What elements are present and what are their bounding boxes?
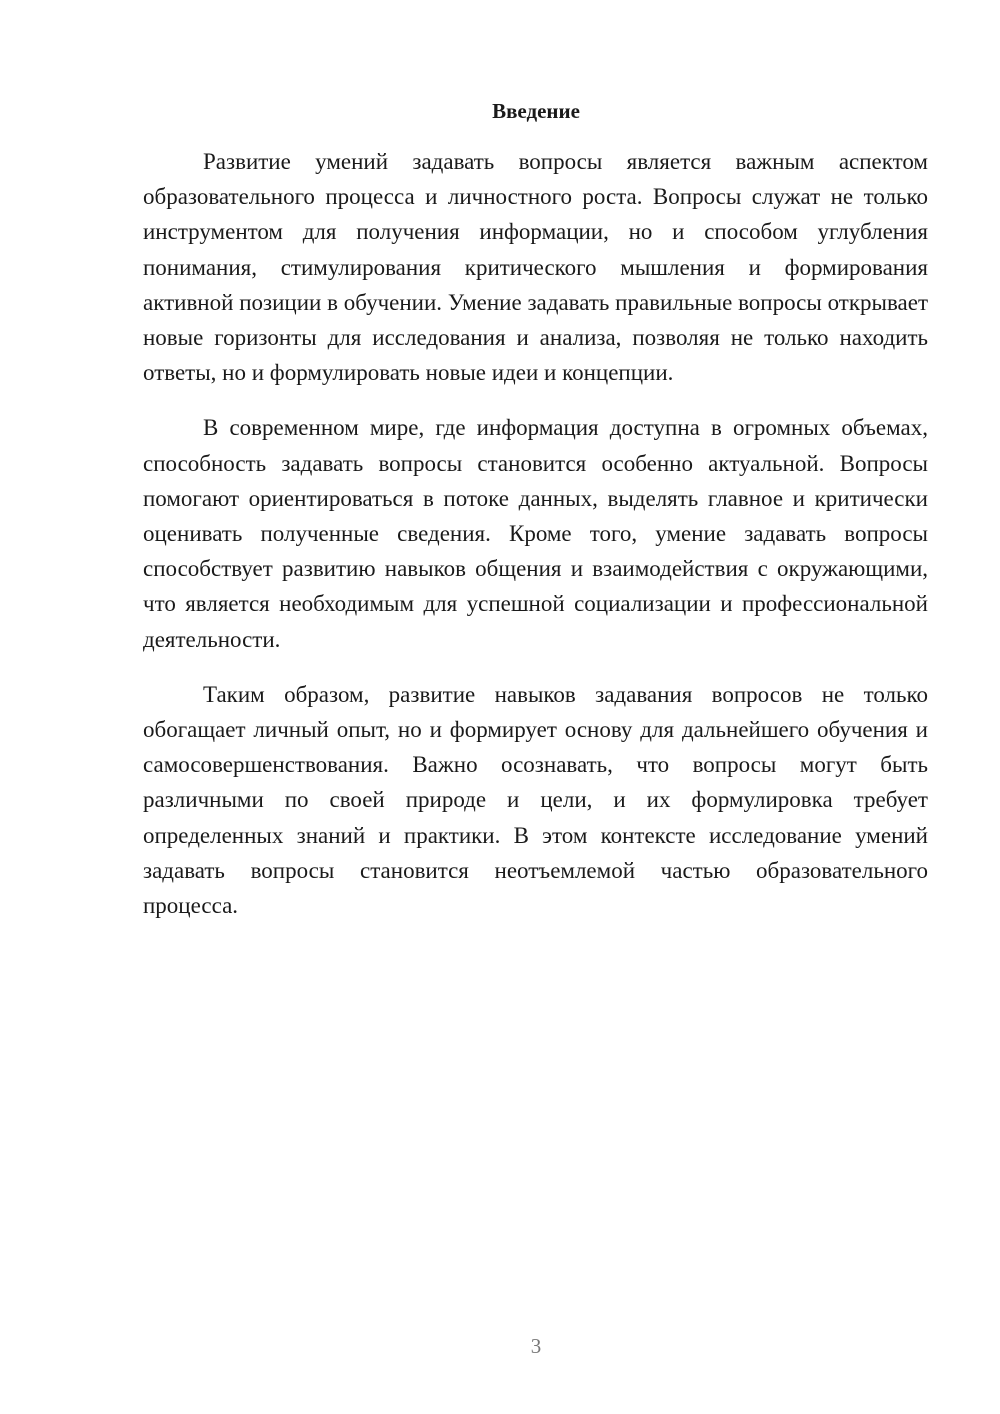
paragraph-3: Таким образом, развитие навыков задавания вопросов не только обогащает личный опыт, но и формирует основу для дальнейшего обучения и самосовершенствования. Важно осознавать, что вопросы могут быть различными по своей природе и цели, и их формулировка требует определенных знаний и практики. В этом контексте исследование умений задавать вопросы становится неотъемлемой частью образовательного процесса. bbox=[143, 681, 928, 919]
page-number: 3 bbox=[530, 1334, 542, 1358]
paragraph-2: В современном мире, где информация доступна в огромных объемах, способность задавать вопросы становится особенно актуальной. Вопросы помогают ориентироваться в потоке данных, выделять главное и критически оценивать полученные сведения. Кроме того, умение задавать вопросы способствует развитию навыков общения и взаимодействия с окружающими, что является необходимым для успешной социализации и профессиональной деятельности. bbox=[143, 415, 928, 652]
section-title: Введение bbox=[492, 99, 580, 123]
paragraph-1: Развитие умений задавать вопросы является важным аспектом образовательного процесса и личностного роста. Вопросы служат не только инструментом для получения информации, но и способом углубления понимания, стимулирования критического мышления и формирования активной позиции в обучении. Умение задавать правильные вопросы открывает новые горизонты для исследования и анализа, позволяя не только находить ответы, но и формулировать новые идеи и концепции. bbox=[143, 149, 928, 386]
body-text bbox=[143, 144, 928, 923]
